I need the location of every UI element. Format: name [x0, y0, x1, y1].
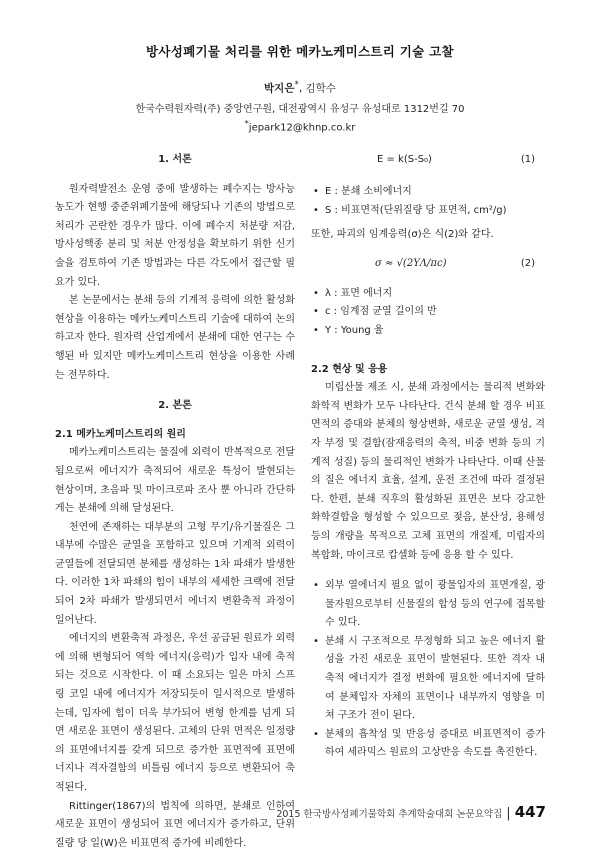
- email-mark: *: [244, 118, 249, 128]
- corresponding-mark: *: [294, 80, 299, 90]
- author-rest: , 김학수: [298, 82, 336, 95]
- subsection-heading: 2.2 현상 및 응용: [311, 363, 388, 375]
- equation-2-number: (2): [520, 257, 535, 269]
- footer-text: 2015 한국방사성폐기물학회 추계학술대회 논문요약집: [276, 809, 503, 820]
- footer-separator: |: [506, 806, 511, 821]
- list-item: • S : 비표면적(단위질량 당 표면적, cm²/g): [311, 202, 545, 221]
- bullet-list: [311, 577, 545, 763]
- paragraph: 천연에 존재하는 대부분의 고형 무기/유기물질은 그 내부에 수많은 균열을 포함하고 있으며 기계적 외력이 균열들에 전달되면 분체를 생성하는 1차 파쇄가 발생한다. 이러한 1차 파쇄의 힘이 내부의 세세한 크랙에 전달되어 2차 파쇄가 발생되면서 에너지 변환축적 과정이 일어난다.: [55, 521, 295, 626]
- paragraph: Rittinger(1867)의 법칙에 의하면, 분쇄로 인하여 새로운 표면이 생성되어 표면 에너지가 증가하고, 단위질량 당 일(W)은 비표면적 증가에 비례한다.: [55, 800, 295, 849]
- list-item: • Y : Young 율: [311, 322, 545, 341]
- paragraph: 원자력발전소 운영 중에 발생하는 폐수지는 방사능 농도가 현행 중준위폐기물에 해당되나 기존의 방법으로 처리가 곤란한 경우가 많다. 이에 폐수지 처분량 저감, 방사성핵종 분리 및 처분 안정성을 확보하기 위한 신기술을 검토하여 기존 방법과는 다른 각도에서 접근할 필요가 있다.: [55, 183, 295, 288]
- list-item: • λ : 표면 에너지: [311, 285, 545, 304]
- list-item: • c : 임계점 균열 길이의 반: [311, 303, 545, 322]
- email: jepark12@khnp.co.kr: [248, 122, 356, 134]
- definition-list-1: [311, 183, 545, 220]
- list-item: • 외부 열에너지 필요 없이 광물입자의 표면개질, 광물자원으로부터 신물질의 합성 등의 연구에 접목할 수 있다.: [311, 577, 545, 633]
- author-main: 박지은: [264, 82, 295, 95]
- right-column: [311, 151, 545, 763]
- definition-list-2: [311, 285, 545, 341]
- email-line: [0, 118, 600, 133]
- affiliation: 한국수력원자력(주) 중앙연구원, 대전광역시 유성구 유성대로 1312번길 70: [135, 104, 465, 115]
- paper-title: 방사성폐기물 처리를 위한 메카노케미스트리 기술 고찰: [146, 44, 454, 59]
- paragraph: 본 논문에서는 분쇄 등의 기계적 응력에 의한 활성화 현상을 이용하는 메카노케미스트리 기술에 대하여 논의하고자 한다. 원자력 산업계에서 분쇄에 대한 연구는 수행된 바 있지만 메카노케미스트리 현상을 이용한 사례는 전무하다.: [55, 295, 295, 381]
- left-column: [55, 151, 295, 853]
- list-item: • E : 분쇄 소비에너지: [311, 183, 545, 202]
- paragraph: 또한, 파괴의 임계응력(σ)은 식(2)와 같다.: [311, 229, 494, 241]
- author-line: [0, 80, 600, 96]
- equation-2-body: σ ≈ √(2YΛ/πc): [375, 257, 447, 269]
- section-heading-intro: 1. 서론: [158, 154, 192, 165]
- equation-1: [311, 151, 545, 169]
- subsection-heading: 2.1 메카노케미스트리의 원리: [55, 428, 186, 440]
- list-item: • 분체의 흡착성 및 반응성 증대로 비표면적이 증가하여 세라믹스 원료의 고상반응 속도를 촉진한다.: [311, 726, 545, 763]
- equation-1-body: E = k(S-S₀): [377, 154, 432, 165]
- equation-2: [311, 255, 545, 273]
- paragraph: 에너지의 변환축적 과정은, 우선 공급된 원료가 외력에 의해 변형되어 역학 에너지(응력)가 입자 내에 축적되는 것으로 시작한다. 이 때 소요되는 일은 마치 스프링 코일 내에 에너지가 저장되듯이 일시적으로 발생하는데, 입자에 힘이 더욱 부가되어 변형 한계를 넘게 되면 새로운 표면이 생성된다. 고체의 단위 면적은 일정량의 표면에너지를 갖게 되므로 증가한 표면적에 표면에너지나 격자결함의 비틀림 에너지 등으로 변환되어 축적된다.: [55, 633, 295, 793]
- equation-1-number: (1): [520, 154, 535, 165]
- page-number: 447: [514, 803, 546, 821]
- section-heading-body: 2. 본론: [158, 400, 192, 412]
- paragraph: 메카노케미스트리는 물질에 외력이 반복적으로 전달됨으로써 에너지가 축적되어 새로운 특성이 발현되는 현상이며, 초음파 및 마이크로파 조사 뿐 아니라 간단하게는 분쇄에 의해 달성된다.: [55, 447, 295, 515]
- paragraph: 미립산물 제조 시, 분쇄 과정에서는 물리적 변화와 화학적 변화가 모두 나타난다. 건식 분쇄 할 경우 비표면적의 증대와 분체의 형상변화, 새로운 균열 생성, 격자 부정 및 결함(잠재응력의 축적, 비중 변화 등의 기계적 성질) 등의 물리적인 변화가 나타난다. 이때 산물의 질은 에너지 효율, 설계, 운전 조건에 따라 결정된다. 한편, 분쇄 직후의 활성화된 표면은 보다 강고한 화학결합을 형성할 수 있으므로 젖음, 분산성, 용해성 등의 개량을 목적으로 고체 표면의 개질제, 미립자의 복합화, 마이크로 캅셀화 등에 응용 할 수 있다.: [311, 382, 545, 561]
- list-item: • 분쇄 시 구조적으로 무정형화 되고 높은 에너지 활성을 가진 새로운 표면이 발현된다. 또한 격자 내 축적 에너지가 결정 변화에 필요한 에너지에 달하여 분체입자 자체의 표면이나 내부까지 영향을 미쳐 구조가 전이 된다.: [311, 633, 545, 726]
- page-footer: [276, 803, 546, 821]
